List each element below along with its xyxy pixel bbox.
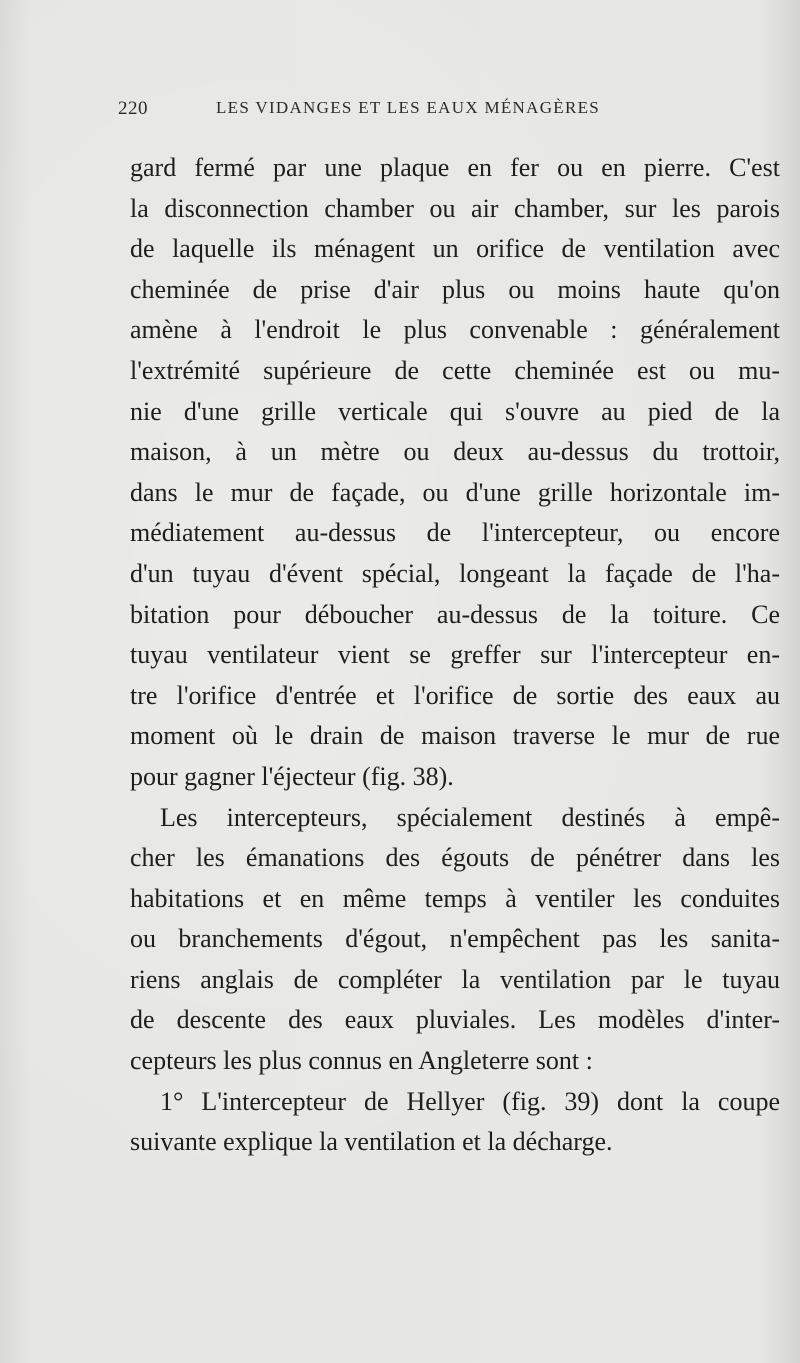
text-line: la disconnection chamber ou air chamber, sur les parois: [130, 193, 780, 223]
text-line: tuyau ventilateur vient se greffer sur l'intercepteur en-: [130, 640, 780, 670]
text-line: de laquelle ils ménagent un orifice de ventilation avec: [130, 234, 780, 264]
text-line: nie d'une grille verticale qui s'ouvre au pied de la: [130, 396, 780, 426]
text-line: l'extrémité supérieure de cette cheminée est ou mu-: [130, 355, 780, 385]
text-line: pour gagner l'éjecteur (fig. 38).: [130, 761, 454, 791]
text-line: habitations et en même temps à ventiler les conduites: [130, 883, 780, 913]
text-line: tre l'orifice d'entrée et l'orifice de sortie des eaux au: [130, 680, 780, 710]
text-line: riens anglais de compléter la ventilation par le tuyau: [130, 964, 780, 994]
text-line: dans le mur de façade, ou d'une grille horizontale im-: [130, 477, 780, 507]
body-text: [130, 148, 780, 1163]
text-line: cher les émanations des égouts de pénétrer dans les: [130, 843, 780, 873]
text-line: Les intercepteurs, spécialement destinés à empê-: [160, 802, 780, 832]
text-line: suivante explique la ventilation et la décharge.: [130, 1127, 613, 1157]
text-line: amène à l'endroit le plus convenable : généralement: [130, 315, 780, 345]
text-line: d'un tuyau d'évent spécial, longeant la façade de l'ha-: [130, 558, 780, 588]
running-title: LES VIDANGES ET LES EAUX MÉNAGÈRES: [216, 98, 601, 117]
text-line: gard fermé par une plaque en fer ou en pierre. C'est: [130, 153, 780, 182]
text-line: cheminée de prise d'air plus ou moins haute qu'on: [130, 274, 780, 304]
page-header: [118, 98, 718, 128]
text-line: moment où le drain de maison traverse le mur de rue: [130, 721, 780, 751]
text-line: médiatement au-dessus de l'intercepteur, ou encore: [130, 518, 780, 548]
text-line: cepteurs les plus connus en Angleterre sont :: [130, 1046, 593, 1076]
text-line: bitation pour déboucher au-dessus de la toiture. Ce: [130, 599, 780, 629]
text-line: 1° L'intercepteur de Hellyer (fig. 39) dont la coupe: [160, 1086, 780, 1116]
text-line: ou branchements d'égout, n'empêchent pas les sanita-: [130, 924, 780, 954]
text-line: de descente des eaux pluviales. Les modèles d'inter-: [130, 1005, 780, 1035]
page-number: 220: [118, 98, 148, 119]
text-line: maison, à un mètre ou deux au-dessus du trottoir,: [130, 437, 780, 467]
